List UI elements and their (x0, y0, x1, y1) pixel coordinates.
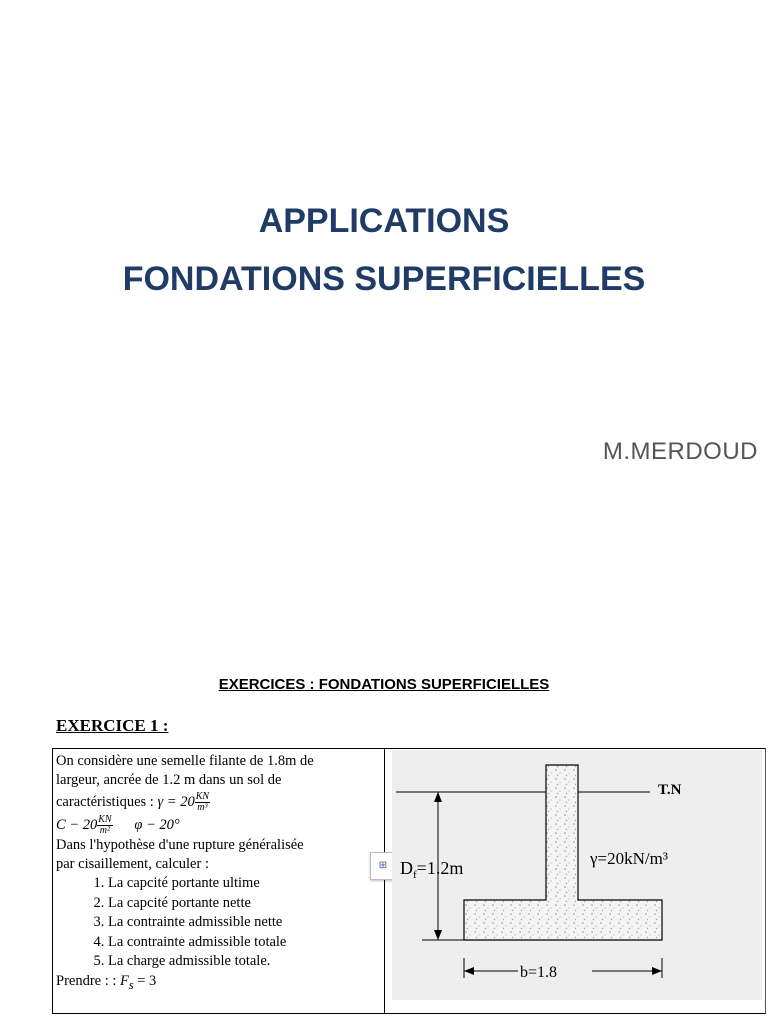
exercise-heading: EXERCICES : FONDATIONS SUPERFICIELLES (218, 676, 550, 693)
hypothesis-line: Dans l'hypothèse d'une rupture généralisée (56, 837, 304, 853)
hypothesis-line: par cisaillement, calculer : (56, 856, 209, 872)
question-item: 2. La capcité portante nette (108, 894, 380, 914)
df-label: $D_f=1.2m$ (400, 858, 464, 881)
question-item: 1. La capcité portante ultime (108, 874, 380, 894)
title-line-2: FONDATIONS SUPERFICIELLES (122, 260, 646, 298)
slide-title (0, 192, 768, 308)
question-item: 3. La contrainte admissible nette (108, 913, 380, 933)
question-list (56, 874, 380, 972)
soil-cohesion-friction: C − 20 $\frac{KN}{\text{m²}}$ φ − 20° (56, 814, 180, 836)
safety-factor: Prendre : : $F_s = 3$ (56, 972, 157, 992)
soil-gamma: caractéristiques : γ = 20 $\frac{KN}{\text{m³}}$ (56, 791, 210, 813)
expand-image-button[interactable]: ⊞ (370, 852, 396, 880)
question-item: 4. La contrainte admissible totale (108, 933, 380, 953)
foundation-diagram (392, 750, 762, 1000)
tn-label: T.N (658, 782, 682, 798)
table-divider (384, 748, 385, 1014)
question-item: 5. La charge admissible totale. (108, 952, 380, 972)
exercise-statement (56, 752, 380, 994)
author-name: M.MERDOUD (602, 438, 758, 465)
b-label: b=1.8 (520, 964, 558, 981)
intro-line: largeur, ancrée de 1.2 m dans un sol de (56, 772, 282, 788)
exercise-number: EXERCICE 1 : (56, 716, 169, 735)
gamma-label: γ=20kN/m³ (590, 849, 668, 868)
intro-line: On considère une semelle filante de 1.8m de (56, 753, 314, 769)
title-line-1: APPLICATIONS (258, 202, 510, 240)
